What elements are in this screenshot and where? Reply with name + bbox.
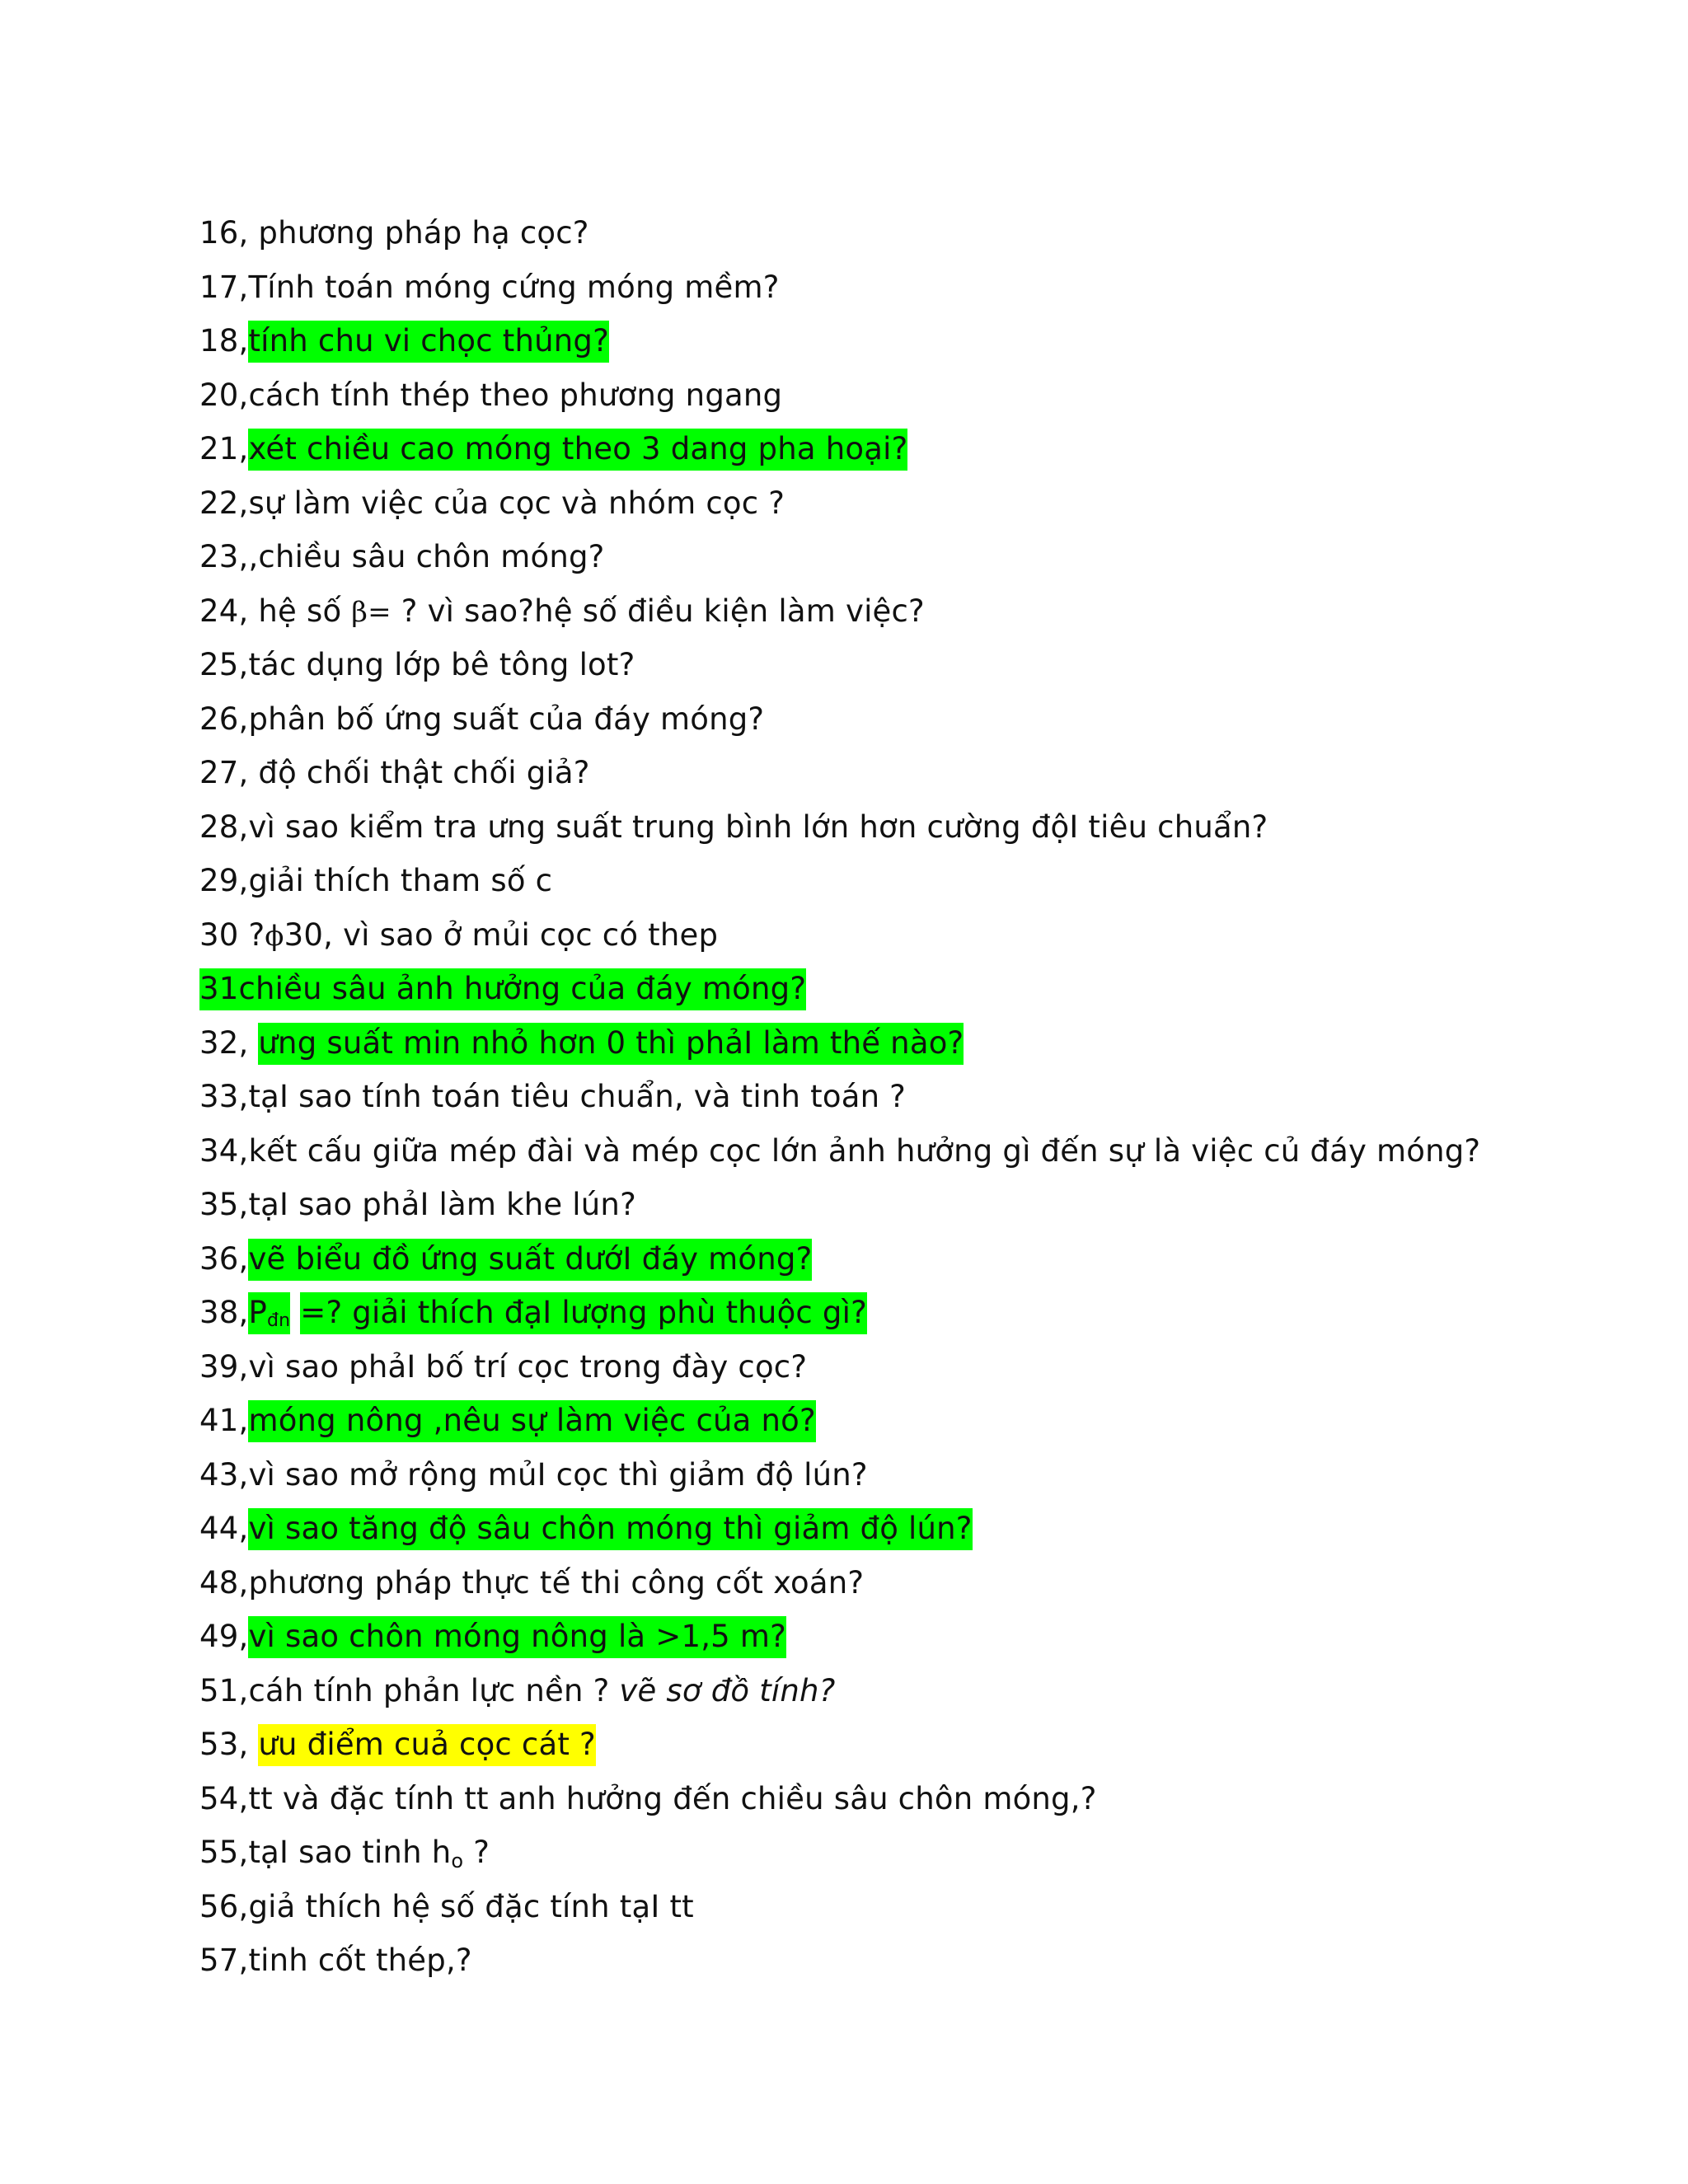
question-34: 34,kết cấu giữa mép đài và mép cọc lớn ảnh hưởng gì đến sự là việc củ đáy móng? [199, 1132, 1481, 1169]
question-21: 21,xét chiều cao móng theo 3 dang pha hoại? [199, 425, 1650, 480]
highlighted-text-yellow: ưu điểm cuả cọc cát ? [258, 1724, 595, 1766]
question-35: 35,tạI sao phảI làm khe lún? [199, 1187, 636, 1222]
question-43: 43,vì sao mở rộng mủI cọc thì giảm độ lún? [199, 1456, 868, 1493]
subscript: đn [266, 1310, 291, 1331]
question-list [199, 209, 1650, 1991]
question-23: 23,,chiều sâu chôn móng? [199, 539, 605, 574]
question-57: 57,tinh cốt thép,? [199, 1943, 472, 1978]
subscript: o [451, 1849, 464, 1872]
italic-text: vẽ sơ đồ tính? [619, 1672, 836, 1708]
question-22: 22,sự làm việc của cọc và nhóm cọc ? [199, 485, 785, 521]
highlighted-text: vẽ biểu đồ ứng suất dướI đáy móng? [248, 1239, 812, 1281]
highlighted-text: 31chiều sâu ảnh hưởng của đáy móng? [199, 968, 806, 1010]
question-18: 18,tính chu vi chọc thủng? [199, 317, 1650, 372]
highlighted-text: ưng suất min nhỏ hơn 0 thì phảI làm thế nào? [258, 1023, 964, 1065]
question-16: 16, phương pháp hạ cọc? [199, 215, 589, 251]
question-41: 41,móng nông ,nêu sự làm việc của nó? [199, 1397, 1650, 1451]
highlighted-text: vì sao tăng độ sâu chôn móng thì giảm độ lún? [248, 1508, 972, 1550]
highlighted-text: móng nông ,nêu sự làm việc của nó? [248, 1400, 815, 1442]
question-33: 33,tạI sao tính toán tiêu chuẩn, và tinh toán ? [199, 1079, 907, 1114]
highlighted-text: =? giải thích đạI lượng phù thuộc gì? [300, 1292, 867, 1334]
question-51: 51,cáh tính phản lực nền ? vẽ sơ đồ tính? [199, 1672, 836, 1708]
question-27: 27, độ chối thật chối giả? [199, 755, 590, 790]
question-44: 44,vì sao tăng độ sâu chôn móng thì giảm độ lún? [199, 1505, 1650, 1559]
question-30: 30 ?ϕ30, vì sao ở mủi cọc có thep [199, 916, 719, 953]
question-32: 32, ưng suất min nhỏ hơn 0 thì phảI làm thế nào? [199, 1019, 1650, 1074]
question-38: 38,Pđn =? giải thích đạI lượng phù thuộc gì? [199, 1289, 1650, 1343]
question-17: 17,Tính toán móng cứng móng mềm? [199, 269, 780, 305]
phi-symbol: ϕ [265, 919, 284, 953]
question-29: 29,giải thích tham số c [199, 863, 553, 898]
highlighted-text: vì sao chôn móng nông là >1,5 m? [248, 1616, 786, 1658]
question-39: 39,vì sao phảI bố trí cọc trong đày cọc? [199, 1348, 808, 1385]
highlighted-text: tính chu vi chọc thủng? [248, 321, 609, 363]
highlighted-symbol: Pđn [248, 1292, 290, 1334]
question-55: 55,tạI sao tinh ho ? [199, 1835, 490, 1872]
question-48: 48,phương pháp thực tế thi công cốt xoán? [199, 1564, 865, 1601]
question-28: 28,vì sao kiểm tra ưng suất trung bình lớn hơn cường độI tiêu chuẩn? [199, 808, 1268, 845]
question-25: 25,tác dụng lớp bê tông lot? [199, 647, 635, 682]
question-31 [199, 965, 1650, 1019]
question-53: 53, ưu điểm cuả cọc cát ? [199, 1721, 1650, 1775]
question-20: 20,cách tính thép theo phương ngang [199, 377, 783, 413]
beta-symbol: β= [351, 595, 392, 629]
question-56: 56,giả thích hệ số đặc tính tạI tt [199, 1888, 694, 1924]
question-24: 24, hệ số β= ? vì sao?hệ số điều kiện làm việc? [199, 593, 925, 629]
question-36: 36,vẽ biểu đồ ứng suất dướI đáy móng? [199, 1235, 1650, 1290]
question-49: 49,vì sao chôn móng nông là >1,5 m? [199, 1613, 1650, 1667]
question-26: 26,phân bố ứng suất của đáy móng? [199, 701, 765, 737]
question-54: 54,tt và đặc tính tt anh hưởng đến chiều sâu chôn móng,? [199, 1780, 1097, 1816]
highlighted-text: xét chiều cao móng theo 3 dang pha hoại? [248, 429, 907, 471]
